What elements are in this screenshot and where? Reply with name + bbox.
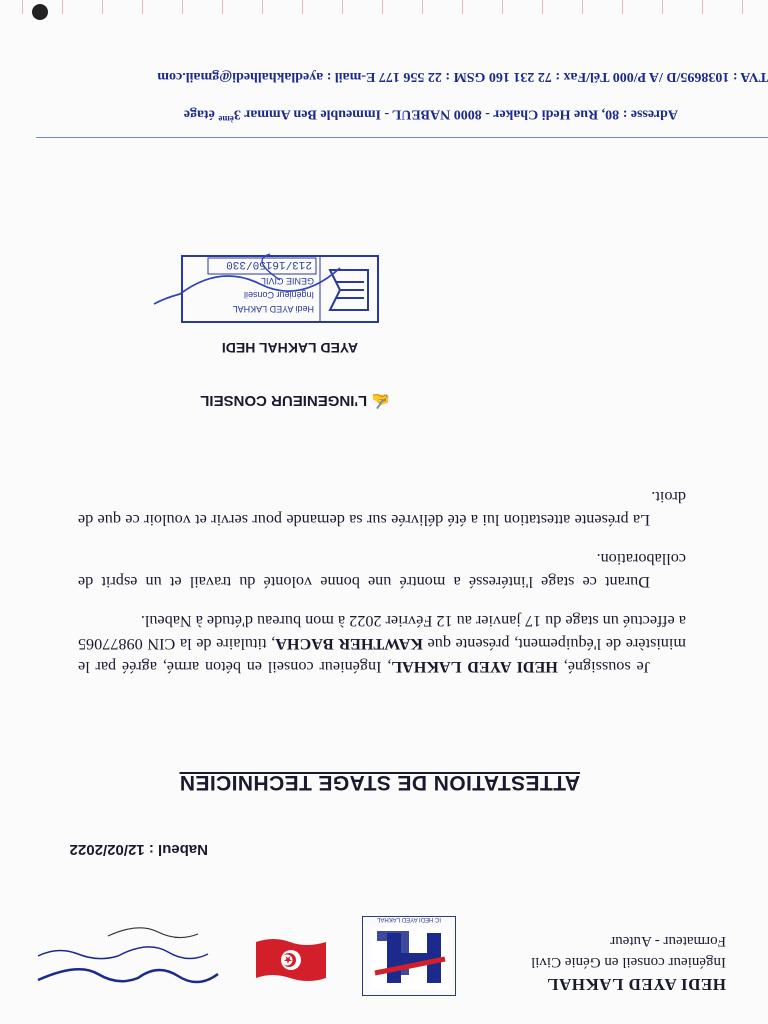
text: , titulaire de la CIN 09877065 a effectué un stage du 17 janvier au 12 Février 2022 à mon bureau d'étude à Nabeul. — [77, 612, 686, 653]
arabic-letterhead-handwriting — [28, 924, 228, 994]
signature-title — [200, 392, 390, 410]
pen-icon: ✍ — [367, 392, 390, 409]
address-floor: étage — [183, 106, 219, 122]
letterhead — [426, 932, 726, 994]
stamp-line-4: 213/16150/330 — [226, 258, 312, 270]
hl-logo-icon — [371, 927, 449, 989]
tunisia-flag-icon — [254, 936, 328, 984]
document-title: ATTESTATION DE STAGE TECHNICIEN — [179, 771, 580, 794]
paragraph-closing: La présente attestation lui a été délivrée sur sa demande pour servir et vouloir ce que de droit. — [78, 488, 686, 529]
stamp-line-1: Hedi AYED LAKHAL — [232, 304, 314, 314]
signatory-name: AYED LAKHAL HEDI — [221, 340, 358, 356]
intern-name: KAWTHER BACHA — [275, 635, 423, 653]
stamp-line-2: Ingénieur Conseil — [243, 290, 314, 300]
company-stamp — [150, 250, 380, 324]
stamp-line-3: GENIE CIVIL — [260, 276, 314, 286]
document-date: Nabeul : 12/02/2022 — [69, 841, 208, 858]
address-sup: ème — [218, 114, 234, 124]
signature-title-text: L'INGENIEUR CONSEIL — [200, 392, 368, 409]
issuer-name: HEDI AYED LAKHAL — [391, 658, 558, 676]
footer-contact: TVA : 1038695/D /A P/000 Tél/Fax : 72 231 160 GSM : 22 556 177 E-mail : ayedlakhalhedi@gmail.com — [157, 69, 768, 84]
logo-caption: IC HEDI AYED LAKHAL — [377, 916, 441, 922]
letterhead-name: HEDI AYED LAKHAL — [546, 975, 726, 994]
address-text: Adresse : 80, Rue Hedi Chaker - 8000 NABEUL - Immeuble Ben Ammar 3 — [233, 106, 678, 122]
footer-address — [184, 105, 678, 124]
paragraph-intro — [78, 609, 686, 678]
document-body — [78, 469, 686, 678]
company-logo — [362, 916, 456, 996]
letterhead-subtitle: Formateur - Auteur — [610, 933, 726, 949]
paragraph-conduct: Durant ce stage l'intéressé a montré une bonne volonté du travail et un esprit de collaboration. — [78, 550, 686, 591]
text: , Ingénieur conseil en béton armé, agréé par le ministère de l'équipement, présente que — [78, 635, 686, 676]
footer-divider — [36, 137, 768, 138]
text: Je soussigné, — [557, 658, 650, 676]
letterhead-title: Ingénieur conseil en Génie Civil — [531, 954, 726, 970]
